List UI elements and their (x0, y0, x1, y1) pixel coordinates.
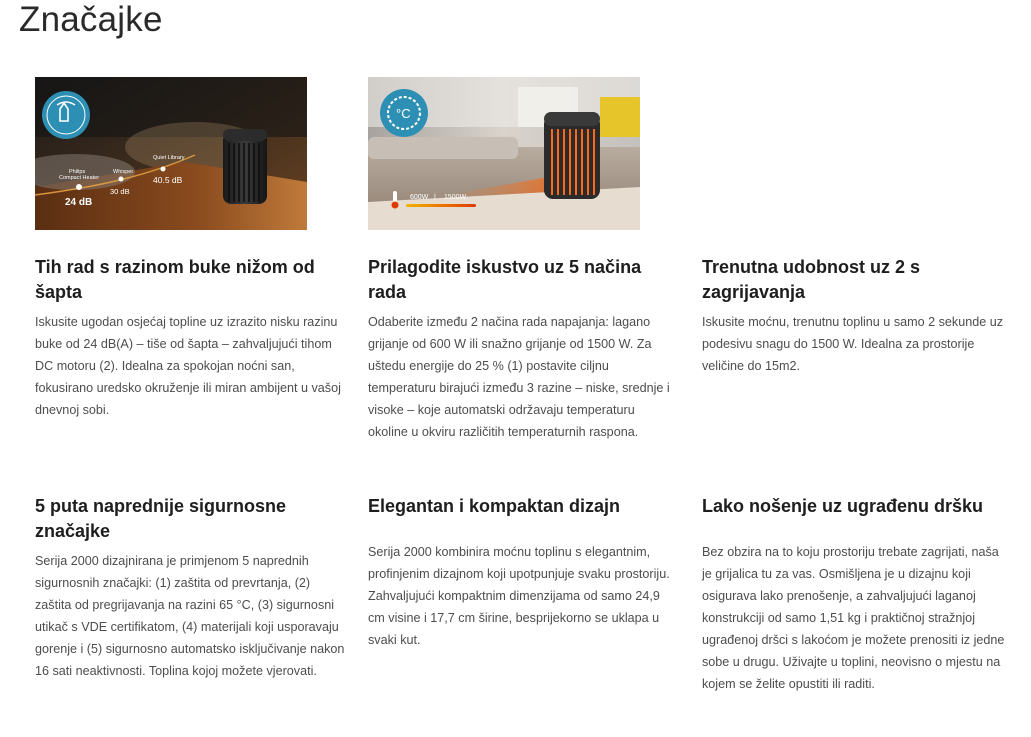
bar-label-1500w: 1500W (444, 194, 467, 201)
feature-image-quiet (35, 77, 307, 230)
temperature-celsius-icon (380, 89, 428, 137)
page-title: Značajke (19, 0, 163, 39)
feature-title: Lako nošenje uz ugrađenu dršku (702, 496, 984, 516)
feature-image-modes (368, 77, 640, 230)
label-24db: 24 dB (65, 197, 93, 208)
feature-safety (35, 494, 345, 682)
label-compact-heater: Philips Compact Heater (59, 169, 100, 181)
feature-title: Tih rad s razinom buke nižom od šapta (35, 257, 315, 302)
feature-handle (702, 494, 1012, 695)
feature-text: Bez obzira na to koju prostoriju trebate zagrijati, naša je grijalica tu za vas. Osmišljena je u dizajnu koji osigurava lako prenošenje, a zahvaljujući laganoj konstrukciji od samo 1,51 kg i praktičnoj stražnjoj ugrađenoj dršci s lakoćom je možete prenositi iz jedne sobe u drugu. Uživajte u toplini, neovisno o mjestu na kojem se želite opustiti ili raditi. (702, 545, 1005, 691)
feature-quiet (35, 255, 345, 421)
feature-title: Elegantan i kompaktan dizajn (368, 496, 621, 516)
feature-text: Odaberite između 2 načina rada napajanja: lagano grijanje od 600 W ili snažno grijanje od 1500 W. Za uštedu energije do 25 % (1) postavite ciljnu temperaturu birajući između 3 razine – niske, srednje i visoke – koje automatski održavaju temperaturu okoline u okviru različitih temperaturnih raspona. (368, 315, 670, 439)
feature-text: Iskusite moćnu, trenutnu toplinu u samo 2 sekunde uz podesivu snagu do 1500 W. Idealna za prostorije veličine do 15m2. (702, 315, 1004, 373)
feature-text: Iskusite ugodan osjećaj topline uz izrazito nisku razinu buke od 24 dB(A) – tiše od šapta – zahvaljujući tihom DC motoru (2). Idealna za spokojan noćni san, fokusirano uredsko okruženje ili miran ambijent u vašoj dnevnoj sobi. (35, 315, 341, 417)
label-30db: 30 dB (110, 187, 130, 196)
feature-title: 5 puta naprednije sigurnosne značajke (35, 496, 287, 541)
feature-instant-heat (702, 255, 1012, 377)
label-40-5db: 40.5 dB (153, 175, 183, 185)
svg-text:°C: °C (396, 106, 411, 121)
label-quiet-library: Quiet Library (153, 155, 185, 161)
feature-modes (368, 255, 678, 443)
bar-label-600w: 600W (410, 194, 429, 201)
feature-text: Serija 2000 dizajnirana je primjenom 5 naprednih sigurnosnih značajki: (1) zaštita od prevrtanja, (2) zaštita od pregrijavanja na razini 65 °C, (3) sigurnosni utikač s VDE certifikatom, (4) materijali koji usporavaju gorenje i (5) sigurnosno automatsko isključivanje nakon 16 sati neaktivnosti. Toplina kojoj možete vjerovati. (35, 554, 345, 678)
feature-design (368, 494, 678, 651)
feature-text: Serija 2000 kombinira moćnu toplinu s elegantnim, profinjenim dizajnom koji upotpunjuje svaku prostoriju. Zahvaljujući kompaktnim dimenzijama od samo 24,9 cm visine i 17,7 cm širine, besprijekorno se uklapa u svaki kut. (368, 545, 670, 647)
svg-text:|: | (434, 194, 436, 201)
feature-title: Prilagodite iskustvo uz 5 načina rada (368, 257, 642, 302)
power-bar (406, 204, 476, 207)
feature-title: Trenutna udobnost uz 2 s zagrijavanja (702, 257, 921, 302)
label-whisper: Whisper (113, 169, 134, 175)
quiet-hand-icon (42, 91, 90, 139)
